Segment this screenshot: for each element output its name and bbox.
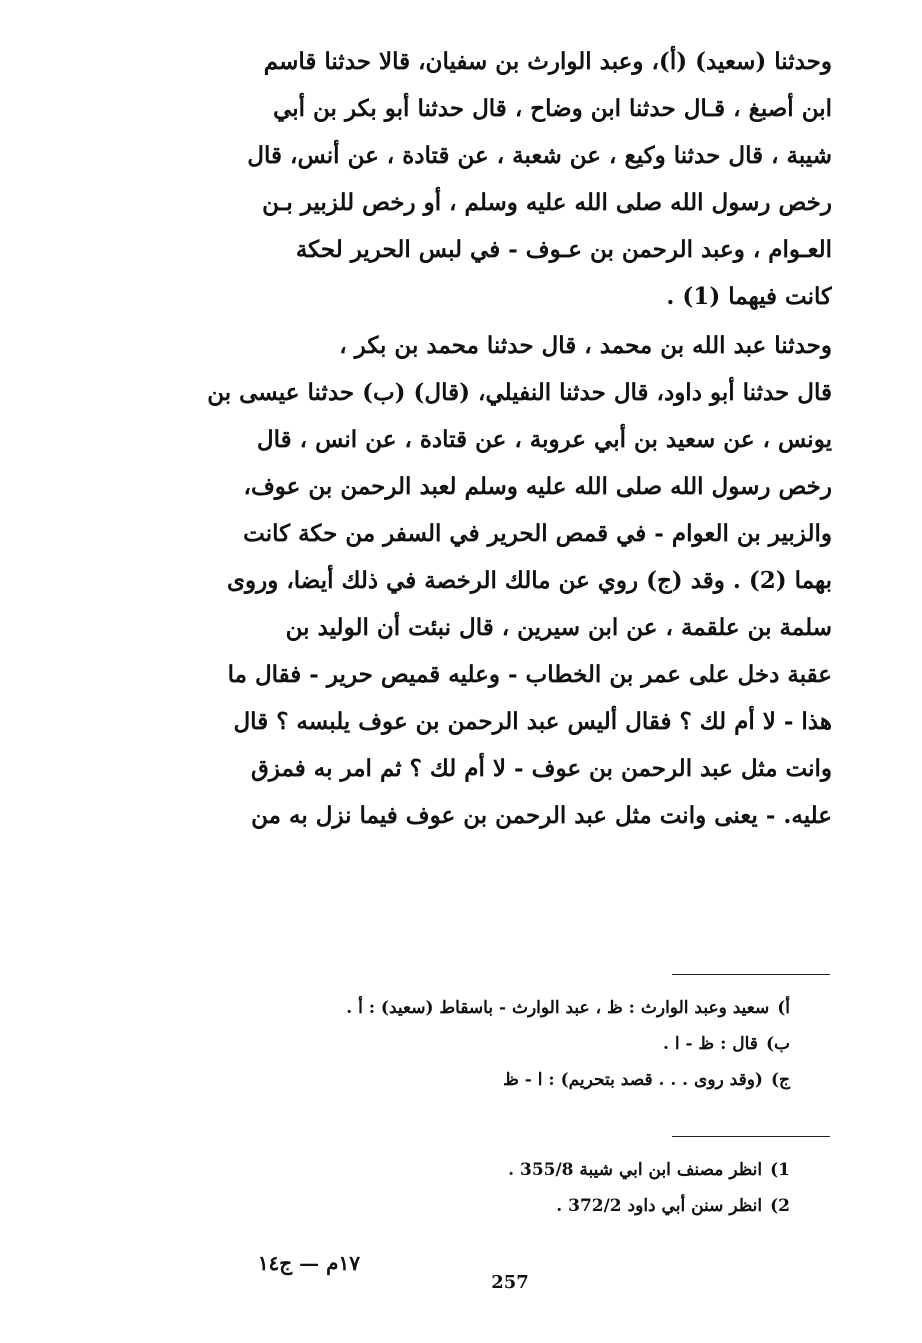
text-line: وحدثنا عبد الله بن محمد ، قال حدثنا محمد بن بكر ، [339, 332, 832, 359]
footnote-divider [672, 1136, 830, 1137]
text-line: هذا - لا أم لك ؟ فقال أليس عبد الرحمن بن عوف يلبسه ؟ قال [233, 708, 832, 735]
note-text: سعيد وعبد الوارث : ظ ، عبد الوارث - باسقاط (سعيد) : أ . [346, 998, 770, 1018]
note-marker: 1) [770, 1160, 790, 1180]
text-line: عقبة دخل على عمر بن الخطاب - وعليه قميص حرير - فقال ما [227, 661, 832, 688]
text-line: ابن أصبغ ، قـال حدثنا ابن وضاح ، قال حدثنا أبو بكر بن أبي [273, 95, 832, 122]
variant-note [196, 1026, 790, 1062]
page-number: 257 [491, 1272, 529, 1293]
note-text: انظر سنن أبي داود 372/2 . [556, 1196, 763, 1216]
note-text: انظر مصنف ابن ابي شيبة 355/8 . [508, 1160, 763, 1180]
text-line: قال حدثنا أبو داود، قال حدثنا النفيلي، (قال) (ب) حدثنا عيسى بن [207, 379, 832, 406]
note-marker: أ) [777, 998, 790, 1018]
signature-mark: ١٧م — ج١٤ [257, 1251, 360, 1275]
text-line: يونس ، عن سعيد بن أبي عروبة ، عن قتادة ، عن انس ، قال [256, 426, 832, 453]
text-line: عليه. - يعنى وانت مثل عبد الرحمن بن عوف فيما نزل به من [251, 802, 832, 829]
note-text: قال : ظ - ا . [662, 1034, 758, 1054]
text-line: رخص رسول الله صلى الله عليه وسلم ، أو رخص للزبير بـن [262, 189, 832, 216]
variant-note [196, 1062, 790, 1098]
text-line: العـوام ، وعبد الرحمن بن عـوف - في لبس الحرير لحكة [295, 236, 832, 263]
paragraph-1 [196, 38, 832, 320]
text-line: رخص رسول الله صلى الله عليه وسلم لعبد الرحمن بن عوف، [243, 473, 832, 500]
variant-notes [196, 990, 790, 1098]
note-marker: ج) [770, 1070, 790, 1090]
text-line: والزبير بن العوام - في قمص الحرير في السفر من حكة كانت [243, 520, 832, 547]
reference-notes [196, 1152, 790, 1224]
note-marker: ب) [765, 1034, 790, 1054]
text-line: وانت مثل عبد الرحمن بن عوف - لا أم لك ؟ ثم امر به فمزق [250, 755, 832, 782]
text-line: شيبة ، قال حدثنا وكيع ، عن شعبة ، عن قتادة ، عن أنس، قال [247, 142, 832, 169]
footnote-divider [672, 974, 830, 975]
note-marker: 2) [770, 1196, 790, 1216]
reference-note [196, 1152, 790, 1188]
reference-note [196, 1188, 790, 1224]
note-text: (وقد روى . . . قصد بتحريم) : ا - ظ [503, 1070, 763, 1090]
text-line: كانت فيهما (1) . [666, 283, 832, 310]
variant-note [196, 990, 790, 1026]
text-line: بهما (2) . وقد (ج) روي عن مالك الرخصة في ذلك أيضا، وروى [226, 567, 832, 594]
text-line: سلمة بن علقمة ، عن ابن سيرين ، قال نبئت أن الوليد بن [285, 614, 832, 641]
text-line: وحدثنا (سعيد) (أ)، وعبد الوارث بن سفيان، قالا حدثنا قاسم [263, 48, 832, 75]
paragraph-2 [196, 322, 832, 839]
